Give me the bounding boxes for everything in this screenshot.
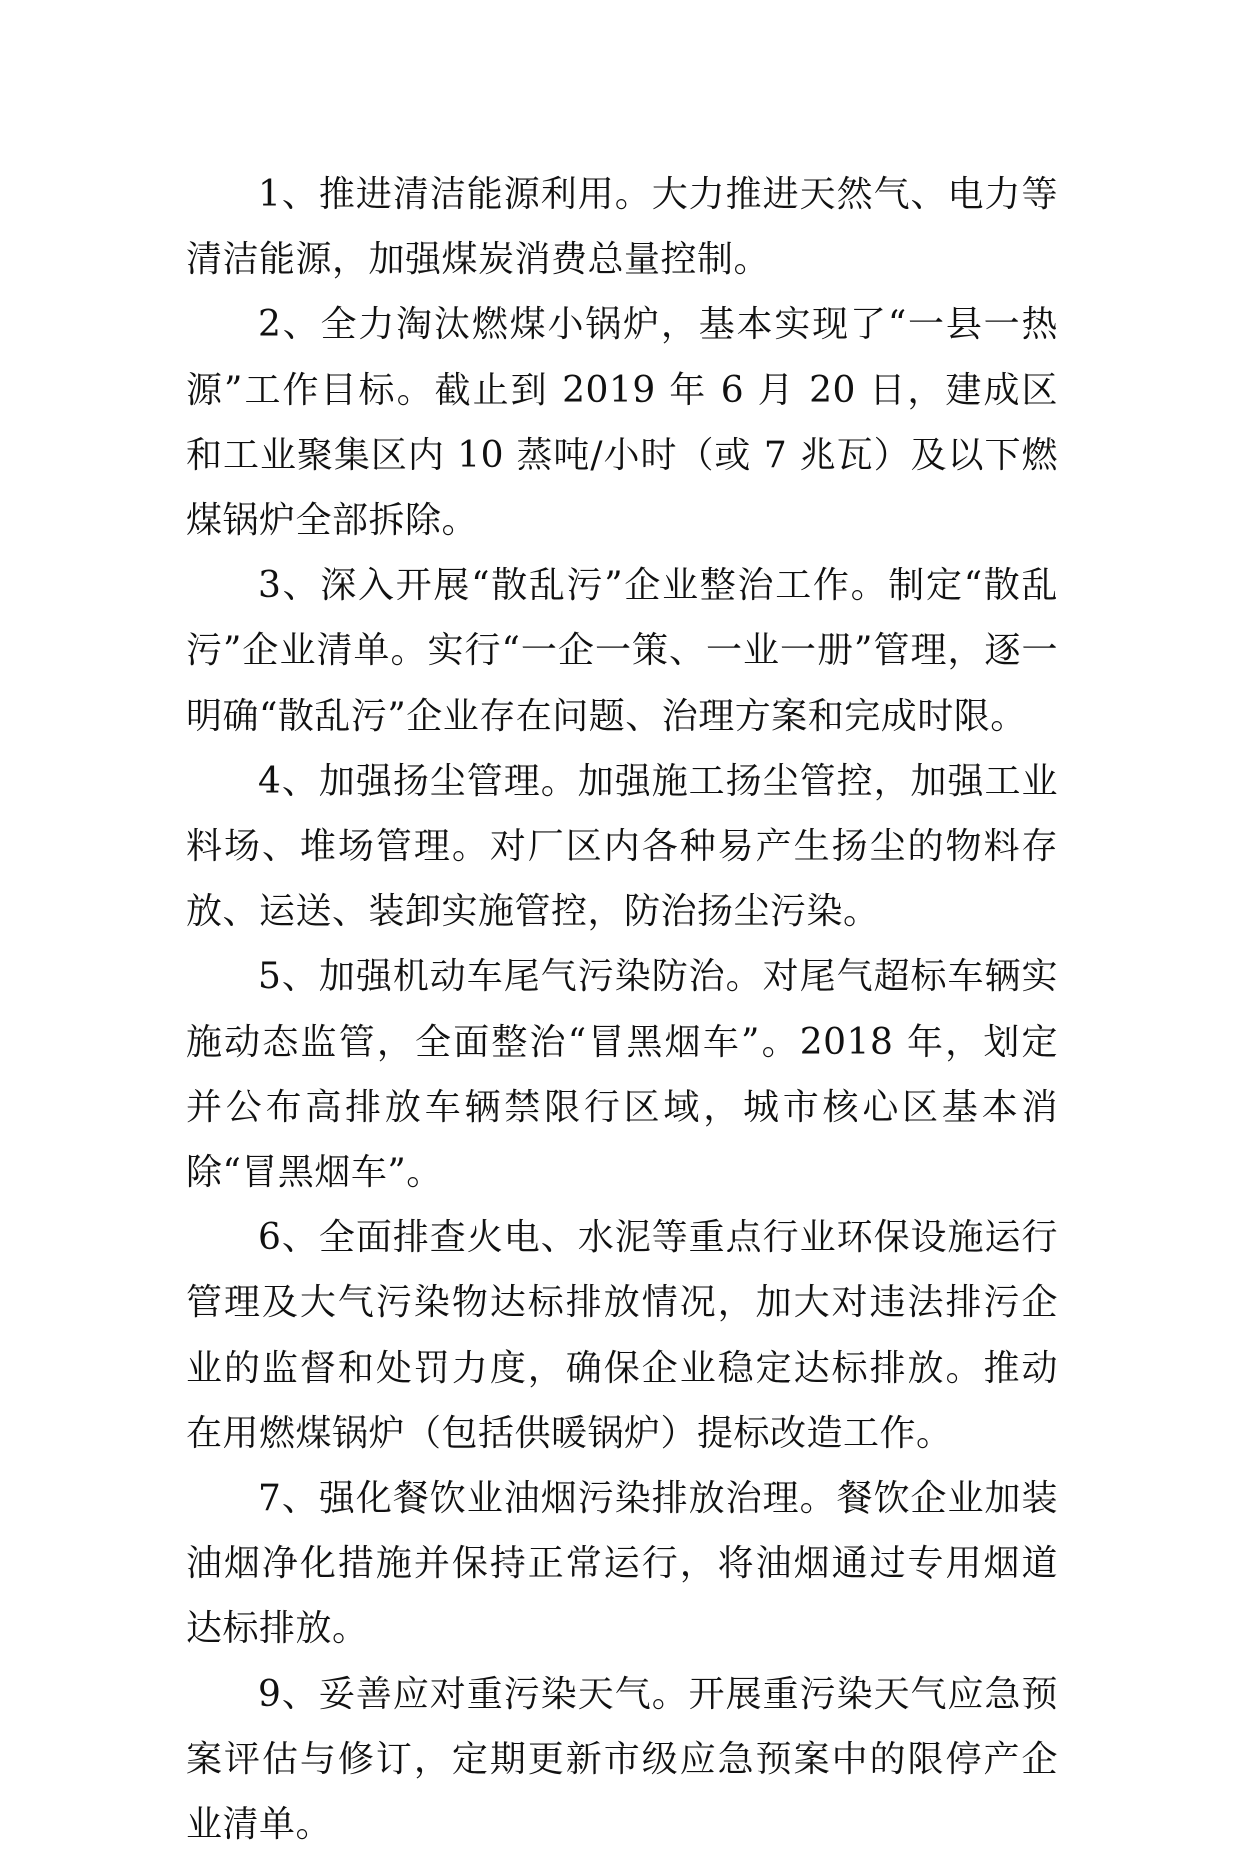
paragraph-3: 3、深入开展“散乱污”企业整治工作。制定“散乱污”企业清单。实行“一企一策、一业一册”管理，逐一明确“散乱污”企业存在问题、治理方案和完成时限。 bbox=[186, 565, 1058, 737]
paragraph-4: 4、加强扬尘管理。加强施工扬尘管控，加强工业料场、堆场管理。对厂区内各种易产生扬尘的物料存放、运送、装卸实施管控，防治扬尘污染。 bbox=[186, 760, 1058, 933]
paragraph-1: 1、推进清洁能源利用。大力推进天然气、电力等清洁能源，加强煤炭消费总量控制。 bbox=[186, 174, 1058, 281]
paragraph-9: 9、妥善应对重污染天气。开展重污染天气应急预案评估与修订，定期更新市级应急预案中的限停产企业清单。 bbox=[186, 1673, 1058, 1846]
paragraph-6: 6、全面排查火电、水泥等重点行业环保设施运行管理及大气污染物达标排放情况，加大对违法排污企业的监督和处罚力度，确保企业稳定达标排放。推动在用燃煤锅炉（包括供暖锅炉）提标改造工作。 bbox=[186, 1217, 1058, 1454]
paragraph-2: 2、全力淘汰燃煤小锅炉，基本实现了“一县一热源”工作目标。截止到 2019 年 6 月 20 日，建成区和工业聚集区内 10 蒸吨/小时（或 7 兆瓦）及以下燃煤锅炉全部拆除。 bbox=[186, 304, 1058, 542]
paragraph-5: 5、加强机动车尾气污染防治。对尾气超标车辆实施动态监管，全面整治“冒黑烟车”。2018 年，划定并公布高排放车辆禁限行区域，城市核心区基本消除“冒黑烟车”。 bbox=[186, 956, 1058, 1194]
document-body bbox=[186, 162, 1058, 1857]
paragraph-7: 7、强化餐饮业油烟污染排放治理。餐饮企业加装油烟净化措施并保持正常运行，将油烟通过专用烟道达标排放。 bbox=[186, 1478, 1058, 1650]
